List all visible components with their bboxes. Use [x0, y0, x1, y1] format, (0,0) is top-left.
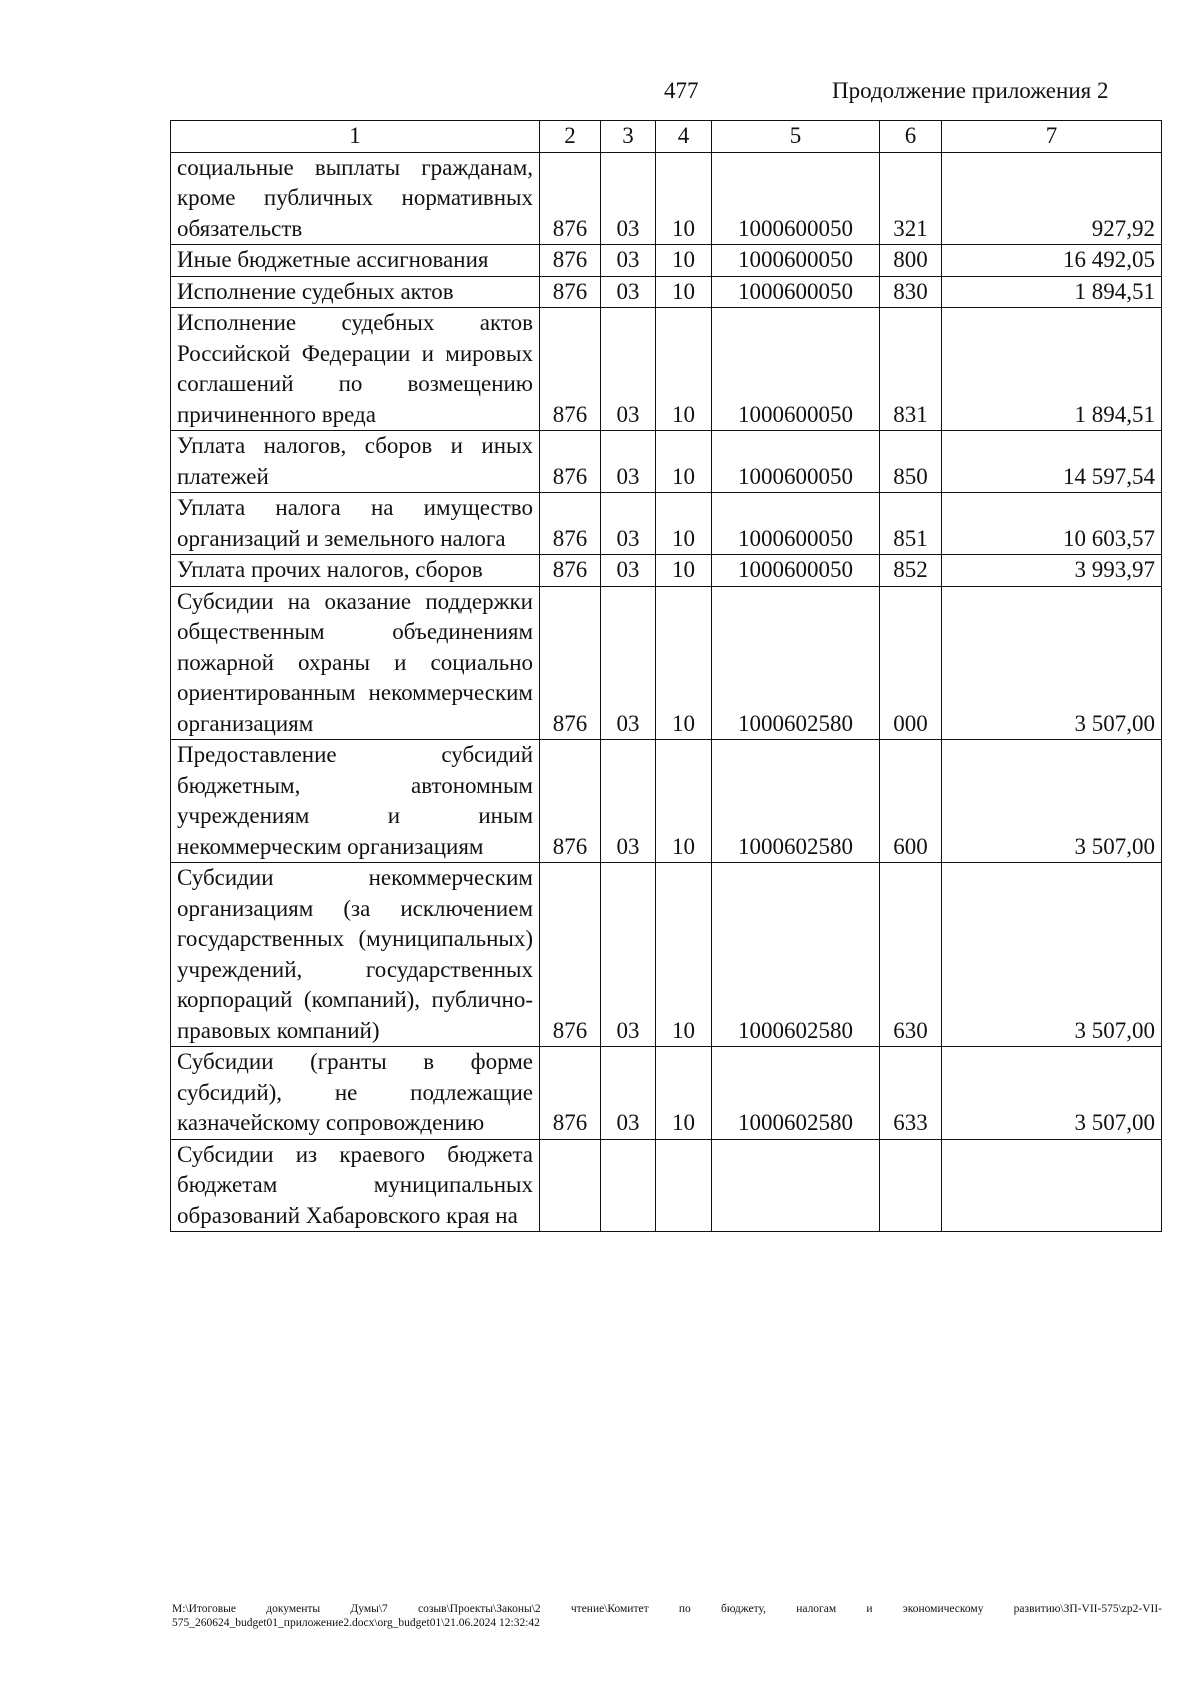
cell-expense-type: 830 — [880, 276, 942, 308]
cell-expense-type: 600 — [880, 740, 942, 863]
column-header: 4 — [656, 121, 712, 153]
table-row — [171, 152, 1162, 245]
cell-amount: 3 507,00 — [942, 863, 1162, 1047]
column-header: 3 — [601, 121, 656, 153]
cell-ministry: 876 — [540, 276, 601, 308]
cell-ministry: 876 — [540, 245, 601, 277]
cell-expense-type: 851 — [880, 493, 942, 555]
row-name: Уплата прочих налогов, сборов — [171, 555, 540, 587]
cell-subsection: 10 — [656, 586, 712, 740]
cell-amount: 3 507,00 — [942, 1047, 1162, 1140]
row-name: Субсидии из краевого бюджета бюджетам муниципальных образований Хабаровского края на — [171, 1139, 540, 1232]
page-number: 477 — [664, 78, 699, 103]
cell-section: 03 — [601, 276, 656, 308]
row-name: Иные бюджетные ассигнования — [171, 245, 540, 277]
cell-amount: 3 507,00 — [942, 586, 1162, 740]
cell-section: 03 — [601, 863, 656, 1047]
cell-subsection: 10 — [656, 431, 712, 493]
table-row — [171, 493, 1162, 555]
row-name: Предоставление субсидий бюджетным, автономным учреждениям и иным некоммерческим организациям — [171, 740, 540, 863]
cell-section: 03 — [601, 493, 656, 555]
column-header: 2 — [540, 121, 601, 153]
cell-section: 03 — [601, 586, 656, 740]
cell-target-article: 1000600050 — [712, 555, 880, 587]
cell-ministry: 876 — [540, 1047, 601, 1140]
cell-section: 03 — [601, 740, 656, 863]
cell-target-article: 1000602580 — [712, 586, 880, 740]
row-name: Уплата налогов, сборов и иных платежей — [171, 431, 540, 493]
cell-expense-type: 850 — [880, 431, 942, 493]
continuation-title: Продолжение приложения 2 — [832, 78, 1109, 103]
cell-section: 03 — [601, 555, 656, 587]
cell-section: 03 — [601, 245, 656, 277]
cell-target-article: 1000600050 — [712, 245, 880, 277]
cell-section: 03 — [601, 308, 656, 431]
cell-subsection — [656, 1139, 712, 1232]
row-name: Исполнение судебных актов — [171, 276, 540, 308]
cell-expense-type: 321 — [880, 152, 942, 245]
table-row — [171, 245, 1162, 277]
table-row — [171, 1139, 1162, 1232]
cell-ministry: 876 — [540, 863, 601, 1047]
cell-expense-type: 630 — [880, 863, 942, 1047]
cell-amount: 16 492,05 — [942, 245, 1162, 277]
table-row — [171, 276, 1162, 308]
cell-subsection: 10 — [656, 863, 712, 1047]
cell-expense-type — [880, 1139, 942, 1232]
cell-ministry: 876 — [540, 740, 601, 863]
cell-section: 03 — [601, 1047, 656, 1140]
header-row — [171, 121, 1162, 153]
cell-expense-type: 800 — [880, 245, 942, 277]
cell-amount: 14 597,54 — [942, 431, 1162, 493]
cell-target-article: 1000602580 — [712, 740, 880, 863]
cell-ministry: 876 — [540, 431, 601, 493]
cell-target-article: 1000600050 — [712, 308, 880, 431]
row-name: Субсидии на оказание поддержки общественным объединениям пожарной охраны и социально ориентированным некоммерческим организациям — [171, 586, 540, 740]
cell-target-article: 1000600050 — [712, 276, 880, 308]
cell-subsection: 10 — [656, 276, 712, 308]
cell-target-article: 1000600050 — [712, 431, 880, 493]
cell-target-article — [712, 1139, 880, 1232]
cell-expense-type: 852 — [880, 555, 942, 587]
cell-amount: 3 507,00 — [942, 740, 1162, 863]
cell-target-article: 1000602580 — [712, 863, 880, 1047]
cell-ministry: 876 — [540, 308, 601, 431]
cell-amount: 927,92 — [942, 152, 1162, 245]
cell-amount: 10 603,57 — [942, 493, 1162, 555]
cell-expense-type: 831 — [880, 308, 942, 431]
table-row — [171, 740, 1162, 863]
cell-subsection: 10 — [656, 740, 712, 863]
cell-ministry: 876 — [540, 586, 601, 740]
cell-amount: 3 993,97 — [942, 555, 1162, 587]
cell-target-article: 1000600050 — [712, 152, 880, 245]
cell-target-article: 1000602580 — [712, 1047, 880, 1140]
cell-expense-type: 633 — [880, 1047, 942, 1140]
cell-ministry — [540, 1139, 601, 1232]
table-row — [171, 1047, 1162, 1140]
cell-amount: 1 894,51 — [942, 276, 1162, 308]
row-name: Субсидии (гранты в форме субсидий), не подлежащие казначейскому сопровождению — [171, 1047, 540, 1140]
cell-subsection: 10 — [656, 308, 712, 431]
table-row — [171, 308, 1162, 431]
cell-expense-type: 000 — [880, 586, 942, 740]
table-row — [171, 586, 1162, 740]
column-header: 5 — [712, 121, 880, 153]
row-name: Уплата налога на имущество организаций и земельного налога — [171, 493, 540, 555]
cell-section — [601, 1139, 656, 1232]
column-header: 6 — [880, 121, 942, 153]
table-row — [171, 863, 1162, 1047]
row-name: Субсидии некоммерческим организациям (за исключением государственных (муниципальных) учреждений, государственных корпораций (компаний), публично-правовых компаний) — [171, 863, 540, 1047]
footer-file-path: M:\Итоговые документы Думы\7 созыв\Проекты\Законы\2 чтение\Комитет по бюджету, налогам и экономическому развитию\ЗП-VII-575\zp2-VII-575_260624_budget01_приложение2.docx\org_budget01\21.06.2024 12:32:42 — [172, 1603, 1162, 1629]
cell-target-article: 1000600050 — [712, 493, 880, 555]
cell-ministry: 876 — [540, 152, 601, 245]
cell-amount: 1 894,51 — [942, 308, 1162, 431]
cell-subsection: 10 — [656, 152, 712, 245]
row-name: Исполнение судебных актов Российской Федерации и мировых соглашений по возмещению причиненного вреда — [171, 308, 540, 431]
table-row — [171, 431, 1162, 493]
cell-ministry: 876 — [540, 555, 601, 587]
cell-subsection: 10 — [656, 493, 712, 555]
cell-subsection: 10 — [656, 1047, 712, 1140]
cell-subsection: 10 — [656, 245, 712, 277]
row-name: социальные выплаты гражданам, кроме публичных нормативных обязательств — [171, 152, 540, 245]
cell-section: 03 — [601, 431, 656, 493]
cell-amount — [942, 1139, 1162, 1232]
column-header: 1 — [171, 121, 540, 153]
cell-subsection: 10 — [656, 555, 712, 587]
budget-table — [170, 120, 1162, 1232]
cell-section: 03 — [601, 152, 656, 245]
column-header: 7 — [942, 121, 1162, 153]
cell-ministry: 876 — [540, 493, 601, 555]
table-row — [171, 555, 1162, 587]
